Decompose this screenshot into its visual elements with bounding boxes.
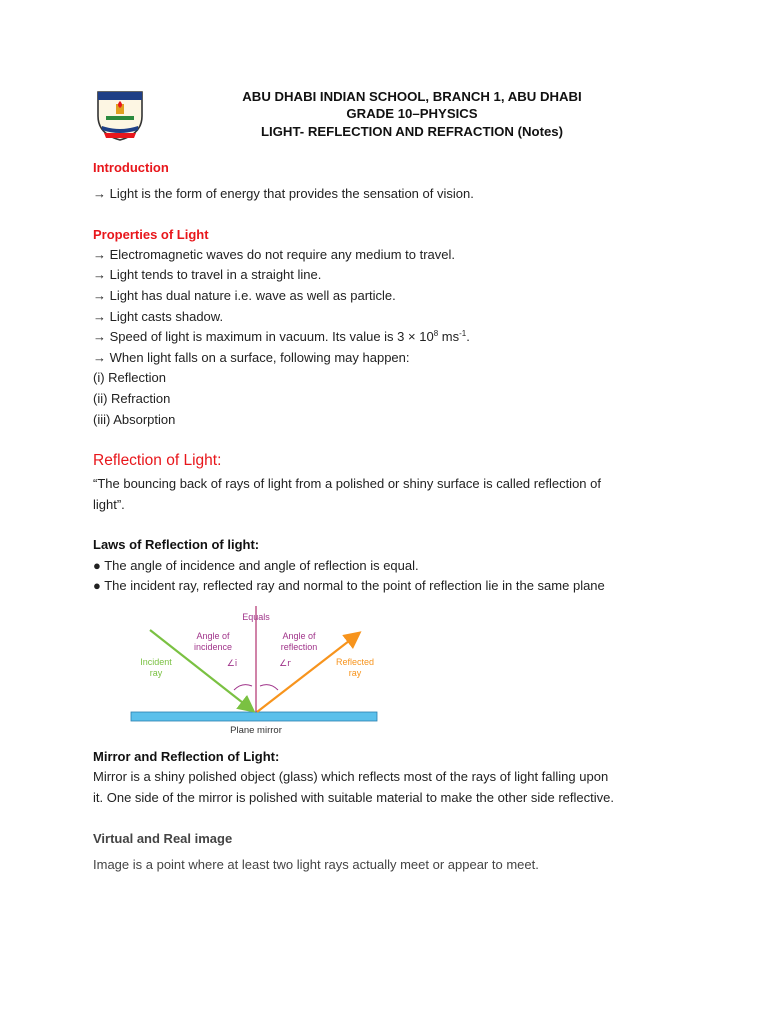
document-title: LIGHT- REFLECTION AND REFRACTION (Notes) — [260, 124, 564, 139]
incidence-angle-arc — [234, 685, 252, 690]
surface-item: → When light falls on a surface, following may happen: — [93, 350, 410, 365]
virtual-real-heading: Virtual and Real image — [93, 831, 233, 846]
angle-of-reflection-label: reflection — [280, 642, 318, 652]
speed-end: . — [466, 329, 470, 344]
properties-heading: Properties of Light — [93, 227, 209, 242]
grade-title: GRADE 10–PHYSICS — [346, 106, 478, 121]
mirror-text-line1: Mirror is a shiny polished object (glass) which reflects most of the rays of light falling upon — [93, 769, 609, 784]
outcome-item: (i) Reflection — [93, 370, 166, 385]
incident-ray-label: ray — [149, 668, 163, 678]
reflection-definition-line1: “The bouncing back of rays of light from a polished or shiny surface is called reflection of — [93, 476, 601, 491]
equals-label: Equals — [242, 612, 270, 622]
reflection-angle-arc — [260, 685, 278, 690]
mirror-heading: Mirror and Reflection of Light: — [93, 749, 280, 764]
incident-ray-label: Incident — [140, 657, 172, 667]
outcome-item: (ii) Refraction — [93, 391, 171, 406]
angle-of-reflection-label: Angle of — [282, 631, 316, 641]
school-crest-logo — [94, 86, 146, 142]
property-item: → Light has dual nature i.e. wave as well as particle. — [93, 288, 396, 303]
angle-i-label: ∠i — [226, 659, 238, 669]
law-item: ● The angle of incidence and angle of reflection is equal. — [93, 558, 419, 573]
speed-unit: ms — [438, 329, 460, 344]
reflected-ray-label: Reflected — [335, 657, 375, 667]
reflected-ray-label: ray — [348, 668, 362, 678]
school-name: ABU DHABI INDIAN SCHOOL, BRANCH 1, ABU DHABI — [242, 89, 582, 104]
reflection-diagram — [128, 602, 382, 736]
introduction-text: → Light is the form of energy that provides the sensation of vision. — [93, 186, 474, 201]
property-item: → Light casts shadow. — [93, 309, 224, 324]
plane-mirror-label: Plane mirror — [230, 725, 282, 736]
plane-mirror — [131, 712, 377, 721]
virtual-real-text: Image is a point where at least two light rays actually meet or appear to meet. — [93, 857, 539, 872]
speed-exponent: 8 — [433, 329, 439, 338]
property-item: → Electromagnetic waves do not require any medium to travel. — [93, 247, 456, 262]
laws-heading: Laws of Reflection of light: — [93, 537, 260, 552]
speed-text: → Speed of light is maximum in vacuum. Its value is 3 × 10 — [93, 329, 434, 344]
angle-r-label: ∠r — [279, 659, 291, 669]
law-item: ● The incident ray, reflected ray and normal to the point of reflection lie in the same plane — [93, 578, 605, 593]
angle-of-incidence-label: incidence — [193, 642, 233, 652]
outcome-item: (iii) Absorption — [93, 412, 176, 427]
reflection-heading: Reflection of Light: — [93, 452, 222, 469]
angle-of-incidence-label: Angle of — [196, 631, 230, 641]
speed-unit-exponent: -1 — [459, 329, 467, 338]
mirror-text-line2: it. One side of the mirror is polished with suitable material to make the other side reflective. — [93, 790, 614, 805]
speed-of-light-item — [93, 329, 470, 344]
reflection-definition-line2: light”. — [93, 497, 125, 512]
introduction-heading: Introduction — [93, 160, 169, 175]
property-item: → Light tends to travel in a straight line. — [93, 267, 322, 282]
